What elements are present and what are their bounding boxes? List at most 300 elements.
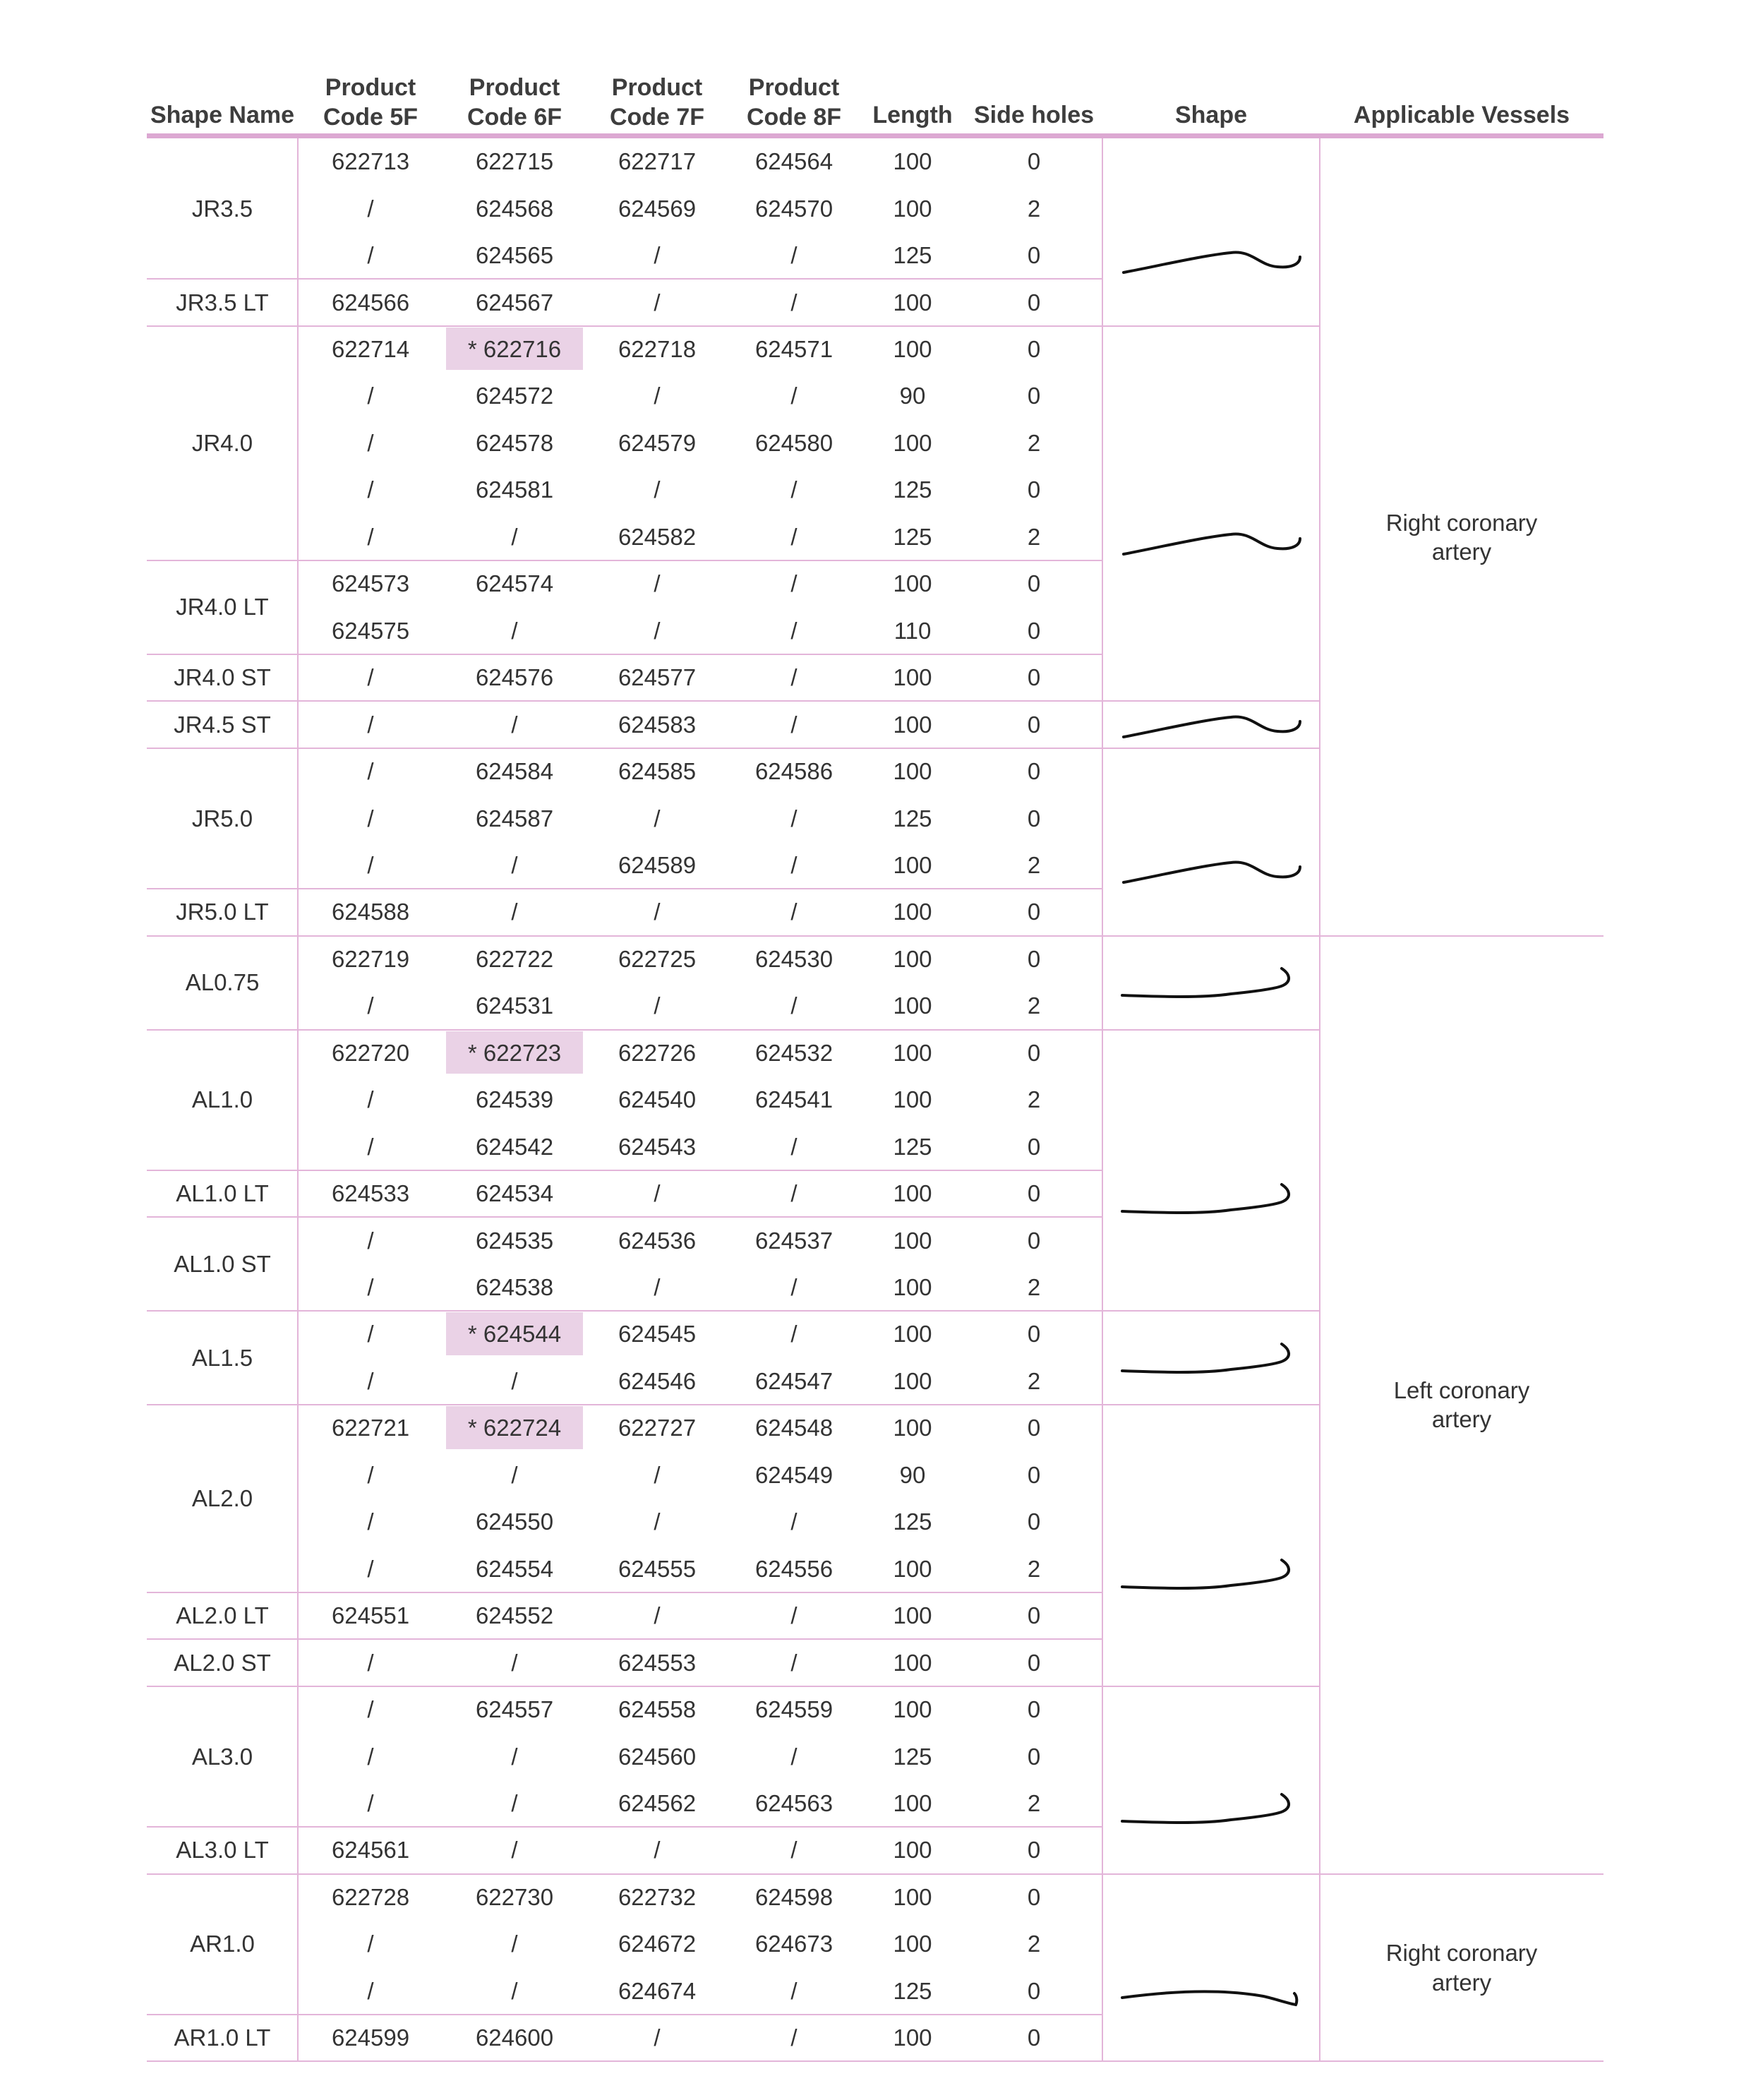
code-8f-cell: / xyxy=(790,476,798,503)
code-6f-cell: 624538 xyxy=(475,1274,554,1301)
header-side-holes: Side holes xyxy=(973,101,1095,128)
code-8f-cell: / xyxy=(790,1274,798,1301)
side-holes-cell: 0 xyxy=(1027,1743,1041,1770)
code-7f-cell: / xyxy=(654,1180,661,1207)
applicable-vessel-cell: Left coronary artery xyxy=(1393,1376,1530,1433)
code-6f-cell: / xyxy=(511,1649,518,1676)
code-6f-cell: / xyxy=(511,1837,518,1864)
code-5f-cell: / xyxy=(367,476,374,503)
code-7f-cell: 624540 xyxy=(618,1086,697,1113)
length-cell: 90 xyxy=(899,383,926,409)
header-length: Length xyxy=(872,101,953,128)
shape-name-cell: JR5.0 xyxy=(191,805,253,832)
catheter-al-hook-icon xyxy=(1118,1340,1304,1376)
side-holes-cell: 2 xyxy=(1027,1086,1041,1113)
side-holes-cell: 0 xyxy=(1027,1415,1041,1441)
side-holes-cell: 0 xyxy=(1027,383,1041,409)
shape-name-cell: JR5.0 LT xyxy=(176,899,269,925)
length-cell: 100 xyxy=(893,1180,932,1207)
length-cell: 125 xyxy=(893,476,932,503)
code-7f-cell: / xyxy=(654,476,661,503)
side-holes-cell: 0 xyxy=(1027,2024,1041,2051)
length-cell: 100 xyxy=(893,992,932,1019)
length-cell: 100 xyxy=(893,1321,932,1348)
length-cell: 100 xyxy=(893,1039,932,1066)
shape-divider xyxy=(1102,1686,1320,1687)
side-holes-cell: 0 xyxy=(1027,289,1041,316)
code-7f-cell: 624577 xyxy=(618,664,697,691)
code-7f-cell: 624579 xyxy=(618,429,697,456)
code-6f-cell: / xyxy=(511,1789,518,1816)
shape-name-cell: AL1.0 LT xyxy=(176,1180,269,1207)
length-cell: 100 xyxy=(893,945,932,972)
code-6f-cell: * 622716 xyxy=(467,336,562,363)
code-8f-cell: 624563 xyxy=(754,1789,834,1816)
length-cell: 125 xyxy=(893,523,932,550)
code-6f-cell: 624534 xyxy=(475,1180,554,1207)
length-cell: 100 xyxy=(893,1602,932,1629)
code-5f-cell: / xyxy=(367,1086,374,1113)
code-5f-cell: / xyxy=(367,1274,374,1301)
table-bottom-rule xyxy=(147,2060,1603,2062)
length-cell: 100 xyxy=(893,1837,932,1864)
side-holes-cell: 0 xyxy=(1027,805,1041,832)
shape-name-cell: AL3.0 xyxy=(191,1743,253,1770)
code-6f-cell: 624557 xyxy=(475,1696,554,1723)
vessel-divider xyxy=(1102,1873,1603,1875)
code-8f-cell: / xyxy=(790,523,798,550)
code-7f-cell: 624562 xyxy=(618,1789,697,1816)
shape-name-cell: AL1.0 ST xyxy=(174,1250,271,1277)
code-7f-cell: 624558 xyxy=(618,1696,697,1723)
code-5f-cell: / xyxy=(367,1977,374,2004)
code-8f-cell: / xyxy=(790,805,798,832)
header-product-code-8f-line-2: Code 8F xyxy=(746,104,842,131)
code-5f-cell: 624551 xyxy=(331,1602,410,1629)
code-5f-cell: 624566 xyxy=(331,289,410,316)
code-7f-cell: 624585 xyxy=(618,758,697,785)
length-cell: 100 xyxy=(893,1274,932,1301)
code-7f-cell: 622732 xyxy=(618,1883,697,1910)
length-cell: 90 xyxy=(899,1461,926,1488)
code-8f-cell: 624532 xyxy=(754,1039,834,1066)
code-8f-cell: 624559 xyxy=(754,1696,834,1723)
code-8f-cell: / xyxy=(790,1743,798,1770)
code-7f-cell: 622726 xyxy=(618,1039,697,1066)
code-7f-cell: 622717 xyxy=(618,148,697,175)
code-6f-cell: 624550 xyxy=(475,1508,554,1535)
side-holes-cell: 2 xyxy=(1027,992,1041,1019)
code-6f-cell: 624531 xyxy=(475,992,554,1019)
shape-name-cell: JR4.0 ST xyxy=(174,664,271,691)
length-cell: 100 xyxy=(893,851,932,878)
length-cell: 100 xyxy=(893,1789,932,1816)
catheter-al-hook-icon xyxy=(1118,1180,1304,1217)
header-product-code-7f-line-1: Product xyxy=(611,73,703,101)
code-5f-cell: / xyxy=(367,664,374,691)
code-6f-cell: 624574 xyxy=(475,570,554,597)
code-7f-cell: 624546 xyxy=(618,1367,697,1394)
shape-divider xyxy=(1102,1310,1320,1312)
group-divider xyxy=(147,1216,1102,1218)
group-divider xyxy=(147,1873,1102,1875)
code-6f-cell: 622715 xyxy=(475,148,554,175)
header-product-code-6f-line-2: Code 6F xyxy=(467,104,562,131)
code-5f-cell: 622721 xyxy=(331,1415,410,1441)
side-holes-cell: 0 xyxy=(1027,242,1041,269)
shape-name-cell: AL3.0 LT xyxy=(176,1837,269,1864)
shape-divider xyxy=(1102,1404,1320,1405)
catheter-al-hook-icon xyxy=(1118,1790,1304,1827)
code-6f-cell: / xyxy=(511,617,518,644)
code-8f-cell: / xyxy=(790,242,798,269)
header-product-code-7f-line-2: Code 7F xyxy=(609,104,705,131)
length-cell: 100 xyxy=(893,2024,932,2051)
code-6f-cell: 622730 xyxy=(475,1883,554,1910)
code-8f-cell: 624571 xyxy=(754,336,834,363)
group-divider xyxy=(147,1686,1102,1687)
code-5f-cell: 624533 xyxy=(331,1180,410,1207)
catheter-jr-curve-icon xyxy=(1118,524,1304,560)
side-holes-cell: 2 xyxy=(1027,195,1041,222)
shape-name-cell: JR3.5 LT xyxy=(176,289,269,316)
applicable-vessel-cell: Right coronary artery xyxy=(1385,1940,1538,1996)
code-8f-cell: / xyxy=(790,1837,798,1864)
code-8f-cell: 624548 xyxy=(754,1415,834,1441)
code-6f-cell: * 622724 xyxy=(467,1415,562,1441)
vessel-divider xyxy=(1102,935,1603,937)
code-6f-cell: * 622723 xyxy=(467,1039,562,1066)
code-5f-cell: 622728 xyxy=(331,1883,410,1910)
header-product-code-8f xyxy=(728,71,860,134)
length-cell: 100 xyxy=(893,664,932,691)
shape-divider xyxy=(1102,700,1320,702)
shape-name-cell: JR3.5 xyxy=(191,195,253,222)
code-7f-cell: / xyxy=(654,383,661,409)
header-product-code-5f-line-1: Product xyxy=(325,73,416,101)
group-divider xyxy=(147,1404,1102,1405)
shape-name-cell: AR1.0 xyxy=(190,1931,255,1957)
code-6f-cell: / xyxy=(511,1743,518,1770)
length-cell: 100 xyxy=(893,1415,932,1441)
code-5f-cell: 622713 xyxy=(331,148,410,175)
length-cell: 100 xyxy=(893,1555,932,1582)
code-6f-cell: / xyxy=(511,523,518,550)
code-8f-cell: / xyxy=(790,992,798,1019)
length-cell: 100 xyxy=(893,758,932,785)
code-6f-cell: 624572 xyxy=(475,383,554,409)
length-cell: 125 xyxy=(893,242,932,269)
header-product-code-7f xyxy=(586,71,728,134)
code-6f-cell: / xyxy=(511,711,518,738)
length-cell: 100 xyxy=(893,1086,932,1113)
code-8f-cell: 624549 xyxy=(754,1461,834,1488)
catheter-al-hook-icon xyxy=(1118,1556,1304,1592)
length-cell: 125 xyxy=(893,1977,932,2004)
side-holes-cell: 0 xyxy=(1027,336,1041,363)
code-7f-cell: 624672 xyxy=(618,1931,697,1957)
code-7f-cell: 624589 xyxy=(618,851,697,878)
code-5f-cell: / xyxy=(367,1133,374,1160)
catheter-jr-curve-icon xyxy=(1118,243,1304,278)
code-7f-cell: 624536 xyxy=(618,1227,697,1254)
code-5f-cell: / xyxy=(367,1649,374,1676)
code-5f-cell: / xyxy=(367,523,374,550)
code-8f-cell: / xyxy=(790,899,798,925)
code-5f-cell: / xyxy=(367,1555,374,1582)
code-8f-cell: / xyxy=(790,1602,798,1629)
side-holes-cell: 0 xyxy=(1027,1133,1041,1160)
code-5f-cell: 624588 xyxy=(331,899,410,925)
side-holes-cell: 2 xyxy=(1027,1367,1041,1394)
code-8f-cell: / xyxy=(790,664,798,691)
code-8f-cell: 624673 xyxy=(754,1931,834,1957)
column-rule xyxy=(1319,138,1320,2061)
code-6f-cell: 624565 xyxy=(475,242,554,269)
code-8f-cell: / xyxy=(790,711,798,738)
group-divider xyxy=(147,888,1102,889)
code-6f-cell: 624587 xyxy=(475,805,554,832)
code-6f-cell: / xyxy=(511,851,518,878)
side-holes-cell: 2 xyxy=(1027,429,1041,456)
code-5f-cell: 624575 xyxy=(331,617,410,644)
side-holes-cell: 0 xyxy=(1027,711,1041,738)
shape-divider xyxy=(1102,1029,1320,1031)
code-6f-cell: 624539 xyxy=(475,1086,554,1113)
catheter-jr-curve-icon xyxy=(1118,707,1304,743)
group-divider xyxy=(147,278,1102,280)
code-7f-cell: 624560 xyxy=(618,1743,697,1770)
side-holes-cell: 2 xyxy=(1027,523,1041,550)
code-8f-cell: 624556 xyxy=(754,1555,834,1582)
shape-divider xyxy=(1102,748,1320,749)
code-8f-cell: / xyxy=(790,851,798,878)
shape-name-cell: AL2.0 xyxy=(191,1485,253,1512)
shape-name-cell: AL1.0 xyxy=(191,1086,253,1113)
side-holes-cell: 2 xyxy=(1027,1789,1041,1816)
side-holes-cell: 0 xyxy=(1027,1649,1041,1676)
side-holes-cell: 0 xyxy=(1027,1602,1041,1629)
header-rule xyxy=(147,133,1603,138)
code-6f-cell: / xyxy=(511,1461,518,1488)
code-5f-cell: / xyxy=(367,1696,374,1723)
code-7f-cell: / xyxy=(654,289,661,316)
code-7f-cell: 622718 xyxy=(618,336,697,363)
header-product-code-6f xyxy=(443,71,586,134)
code-5f-cell: / xyxy=(367,1461,374,1488)
code-6f-cell: / xyxy=(511,1931,518,1957)
code-8f-cell: 624598 xyxy=(754,1883,834,1910)
code-5f-cell: / xyxy=(367,1227,374,1254)
column-rule xyxy=(1102,138,1103,2061)
header-product-code-5f xyxy=(298,71,443,134)
side-holes-cell: 0 xyxy=(1027,1696,1041,1723)
group-divider xyxy=(147,700,1102,702)
code-8f-cell: 624580 xyxy=(754,429,834,456)
side-holes-cell: 0 xyxy=(1027,1461,1041,1488)
code-7f-cell: / xyxy=(654,1508,661,1535)
code-8f-cell: / xyxy=(790,383,798,409)
side-holes-cell: 0 xyxy=(1027,570,1041,597)
code-7f-cell: 624569 xyxy=(618,195,697,222)
code-8f-cell: 624541 xyxy=(754,1086,834,1113)
side-holes-cell: 0 xyxy=(1027,1039,1041,1066)
code-6f-cell: 624576 xyxy=(475,664,554,691)
code-7f-cell: / xyxy=(654,570,661,597)
side-holes-cell: 0 xyxy=(1027,1508,1041,1535)
shape-name-cell: AR1.0 LT xyxy=(174,2024,271,2051)
code-8f-cell: / xyxy=(790,1977,798,2004)
code-6f-cell: 624584 xyxy=(475,758,554,785)
code-8f-cell: / xyxy=(790,1321,798,1348)
code-7f-cell: 624553 xyxy=(618,1649,697,1676)
code-5f-cell: / xyxy=(367,429,374,456)
shape-name-cell: AL0.75 xyxy=(185,969,260,996)
length-cell: 100 xyxy=(893,429,932,456)
code-7f-cell: 622725 xyxy=(618,945,697,972)
code-7f-cell: / xyxy=(654,805,661,832)
code-5f-cell: / xyxy=(367,383,374,409)
code-5f-cell: / xyxy=(367,1508,374,1535)
code-6f-cell: 624581 xyxy=(475,476,554,503)
side-holes-cell: 2 xyxy=(1027,1931,1041,1957)
code-5f-cell: / xyxy=(367,1789,374,1816)
length-cell: 100 xyxy=(893,1367,932,1394)
side-holes-cell: 0 xyxy=(1027,945,1041,972)
code-8f-cell: 624586 xyxy=(754,758,834,785)
catheter-al-hook-icon xyxy=(1118,964,1304,1001)
code-5f-cell: / xyxy=(367,1367,374,1394)
code-5f-cell: / xyxy=(367,711,374,738)
length-cell: 100 xyxy=(893,1696,932,1723)
group-divider xyxy=(147,325,1102,327)
side-holes-cell: 0 xyxy=(1027,758,1041,785)
code-5f-cell: / xyxy=(367,758,374,785)
group-divider xyxy=(147,1592,1102,1593)
code-6f-cell: 624568 xyxy=(475,195,554,222)
side-holes-cell: 0 xyxy=(1027,1883,1041,1910)
code-8f-cell: / xyxy=(790,617,798,644)
code-8f-cell: / xyxy=(790,1649,798,1676)
length-cell: 125 xyxy=(893,1508,932,1535)
code-7f-cell: 624543 xyxy=(618,1133,697,1160)
shape-name-cell: AL2.0 ST xyxy=(174,1649,271,1676)
code-7f-cell: / xyxy=(654,1602,661,1629)
code-8f-cell: 624530 xyxy=(754,945,834,972)
code-7f-cell: / xyxy=(654,1837,661,1864)
group-divider xyxy=(147,1310,1102,1312)
code-8f-cell: / xyxy=(790,2024,798,2051)
length-cell: 100 xyxy=(893,336,932,363)
length-cell: 100 xyxy=(893,1883,932,1910)
shape-name-cell: AL1.5 xyxy=(191,1344,253,1371)
side-holes-cell: 0 xyxy=(1027,148,1041,175)
code-8f-cell: / xyxy=(790,1180,798,1207)
code-5f-cell: / xyxy=(367,242,374,269)
catheter-jr-curve-icon xyxy=(1118,853,1304,888)
code-7f-cell: / xyxy=(654,992,661,1019)
code-8f-cell: 624547 xyxy=(754,1367,834,1394)
code-6f-cell: / xyxy=(511,1977,518,2004)
code-7f-cell: 624555 xyxy=(618,1555,697,1582)
shape-name-cell: AL2.0 LT xyxy=(176,1602,269,1629)
code-6f-cell: / xyxy=(511,899,518,925)
code-6f-cell: 624600 xyxy=(475,2024,554,2051)
shape-divider xyxy=(1102,325,1320,327)
column-rule xyxy=(297,138,299,2061)
code-6f-cell: 624542 xyxy=(475,1133,554,1160)
code-5f-cell: 622720 xyxy=(331,1039,410,1066)
length-cell: 100 xyxy=(893,1649,932,1676)
code-7f-cell: / xyxy=(654,2024,661,2051)
side-holes-cell: 2 xyxy=(1027,1555,1041,1582)
code-5f-cell: 622719 xyxy=(331,945,410,972)
catheter-ar-curve-icon xyxy=(1118,1981,1304,2012)
header-product-code-6f-line-1: Product xyxy=(469,73,560,101)
length-cell: 100 xyxy=(893,570,932,597)
length-cell: 125 xyxy=(893,1133,932,1160)
group-divider xyxy=(147,1170,1102,1171)
side-holes-cell: 0 xyxy=(1027,1321,1041,1348)
code-5f-cell: / xyxy=(367,992,374,1019)
code-6f-cell: 624578 xyxy=(475,429,554,456)
side-holes-cell: 0 xyxy=(1027,476,1041,503)
header-product-code-5f-line-2: Code 5F xyxy=(323,104,419,131)
shape-name-cell: JR4.5 ST xyxy=(174,711,271,738)
code-6f-cell: 624535 xyxy=(475,1227,554,1254)
code-5f-cell: / xyxy=(367,805,374,832)
length-cell: 100 xyxy=(893,711,932,738)
side-holes-cell: 0 xyxy=(1027,1180,1041,1207)
side-holes-cell: 2 xyxy=(1027,1274,1041,1301)
header-product-code-8f-line-1: Product xyxy=(748,73,840,101)
group-divider xyxy=(147,560,1102,561)
code-7f-cell: 624545 xyxy=(618,1321,697,1348)
code-8f-cell: / xyxy=(790,289,798,316)
side-holes-cell: 0 xyxy=(1027,1227,1041,1254)
length-cell: 125 xyxy=(893,805,932,832)
code-8f-cell: 624570 xyxy=(754,195,834,222)
code-7f-cell: 624674 xyxy=(618,1977,697,2004)
code-8f-cell: / xyxy=(790,1508,798,1535)
code-6f-cell: 624552 xyxy=(475,1602,554,1629)
code-8f-cell: / xyxy=(790,1133,798,1160)
code-5f-cell: 624599 xyxy=(331,2024,410,2051)
code-7f-cell: 622727 xyxy=(618,1415,697,1441)
header-applicable-vessels: Applicable Vessels xyxy=(1353,101,1570,128)
code-5f-cell: 624561 xyxy=(331,1837,410,1864)
length-cell: 125 xyxy=(893,1743,932,1770)
code-5f-cell: 624573 xyxy=(331,570,410,597)
code-8f-cell: / xyxy=(790,570,798,597)
code-7f-cell: / xyxy=(654,617,661,644)
group-divider xyxy=(147,654,1102,655)
shape-name-cell: JR4.0 xyxy=(191,429,253,456)
length-cell: 100 xyxy=(893,899,932,925)
code-8f-cell: 624537 xyxy=(754,1227,834,1254)
group-divider xyxy=(147,2014,1102,2015)
code-5f-cell: / xyxy=(367,1931,374,1957)
length-cell: 100 xyxy=(893,289,932,316)
header-shape-name: Shape Name xyxy=(150,101,295,128)
side-holes-cell: 2 xyxy=(1027,851,1041,878)
group-divider xyxy=(147,935,1102,937)
code-5f-cell: / xyxy=(367,195,374,222)
code-7f-cell: / xyxy=(654,1461,661,1488)
length-cell: 100 xyxy=(893,195,932,222)
group-divider xyxy=(147,1638,1102,1640)
code-6f-cell: 622722 xyxy=(475,945,554,972)
